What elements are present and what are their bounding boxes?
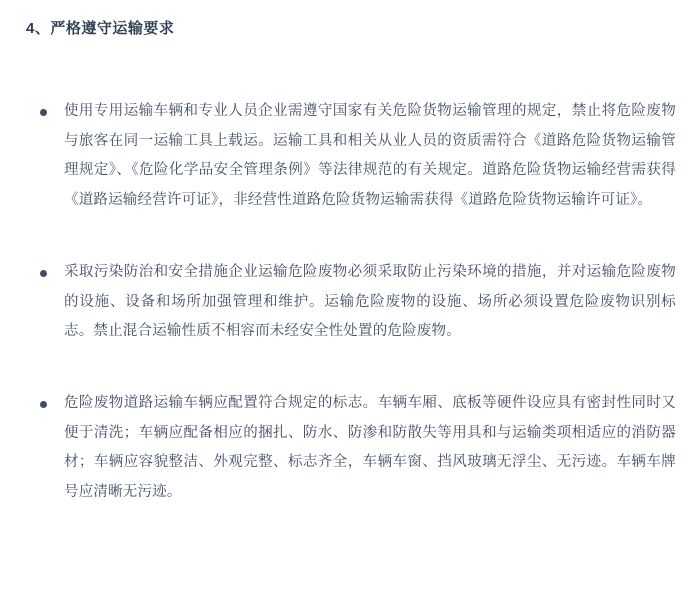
list-item-text: 采取污染防治和安全措施企业运输危险废物必须采取防止污染环境的措施，并对运输危险废物的设施、设备和场所加强管理和维护。运输危险废物的设施、场所必须设置危险废物识别标志。禁止混合运输性质不相容而未经安全性处置的危险废物。	[64, 263, 676, 340]
bullet-dot-icon	[40, 109, 47, 116]
page-title: 4、严格遵守运输要求	[26, 20, 175, 37]
list-item-text: 使用专用运输车辆和专业人员企业需遵守国家有关危险货物运输管理的规定，禁止将危险废物与旅客在同一运输工具上载运。运输工具和相关从业人员的资质需符合《道路危险货物运输管理规定》、《危险化学品安全管理条例》等法律规范的有关规定。道路危险货物运输经营需获得《道路运输经营许可证》，非经营性道路危险货物运输需获得《道路危险货物运输许可证》。	[64, 103, 676, 209]
bullet-dot-icon	[40, 270, 47, 277]
list-item	[24, 258, 676, 347]
bullet-dot-icon	[40, 401, 47, 408]
requirement-list	[24, 97, 676, 508]
list-item	[24, 389, 676, 508]
list-item-text: 危险废物道路运输车辆应配置符合规定的标志。车辆车厢、底板等硬件设应具有密封性同时又便于清洗；车辆应配备相应的捆扎、防水、防渗和防散失等用具和与运输类项相适应的消防器材；车辆应容貌整洁、外观完整、标志齐全，车辆车窗、挡风玻璃无浮尘、无污迹。车辆车牌号应清晰无污迹。	[64, 395, 676, 501]
list-item	[24, 97, 676, 216]
